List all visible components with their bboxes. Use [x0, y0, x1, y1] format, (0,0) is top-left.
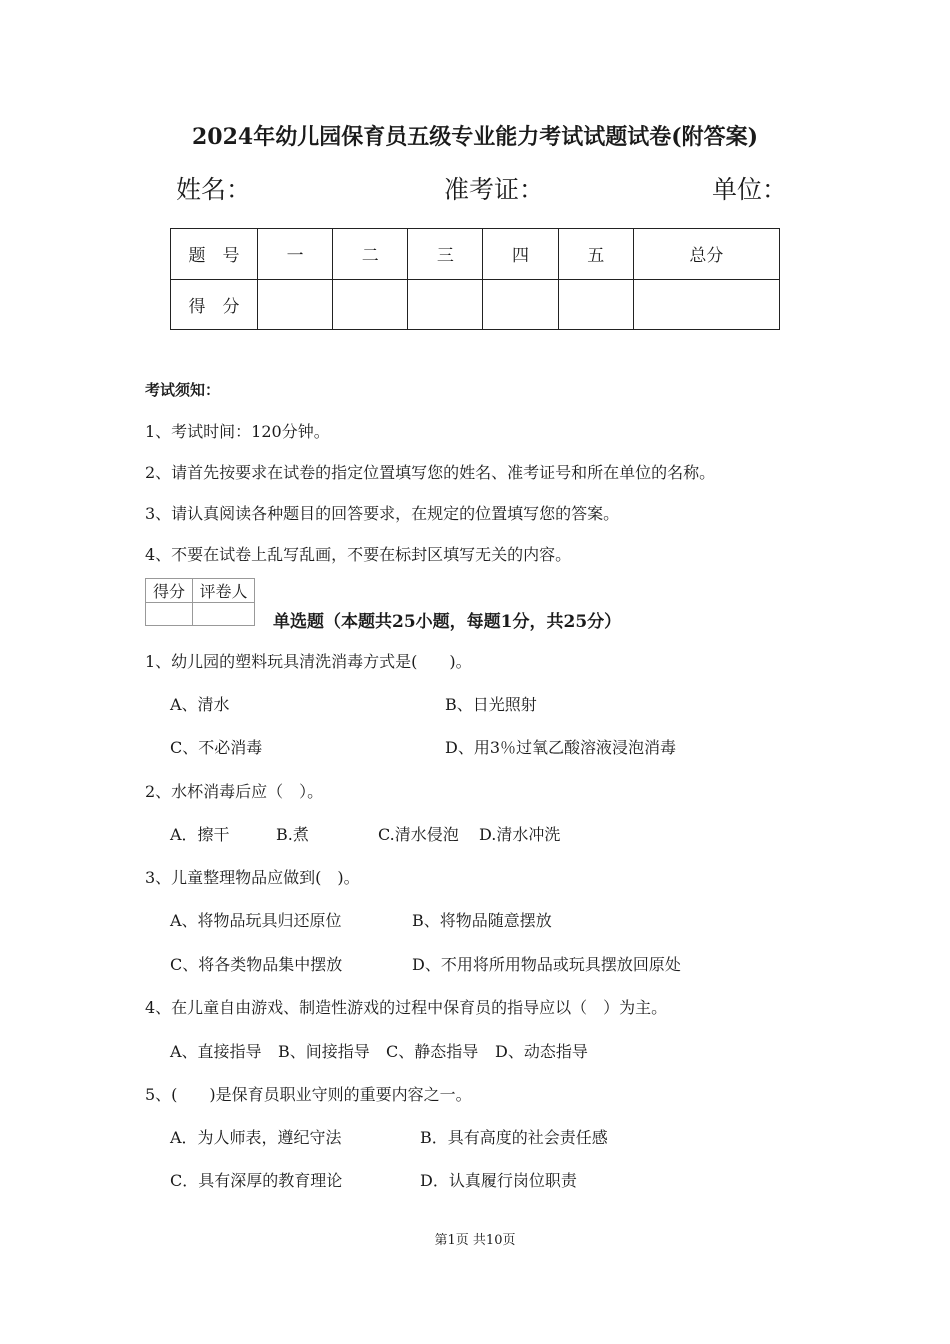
score-table-header-cell: 三	[408, 229, 483, 280]
exam-number-field-label: 准考证：	[444, 175, 545, 204]
page-footer: 第1页 共10页	[434, 1233, 516, 1248]
question-option: D、不用将所用物品或玩具摆放回原处	[412, 955, 681, 974]
question-option: A、直接指导	[170, 1042, 262, 1061]
question-option: A．擦干	[170, 825, 230, 844]
notice-item: 4、不要在试卷上乱写乱画，不要在标封区填写无关的内容。	[145, 545, 572, 564]
score-table	[170, 228, 780, 330]
question-option: C、不必消毒	[170, 738, 263, 757]
document-title: 2024年幼儿园保育员五级专业能力考试试题试卷(附答案)	[191, 124, 759, 150]
question-option: D.清水冲洗	[479, 825, 561, 844]
question-option: A、清水	[170, 695, 230, 714]
question-stem: 1、幼儿园的塑料玩具清洗消毒方式是( )。	[145, 652, 472, 671]
question-option: C、将各类物品集中摆放	[170, 955, 343, 974]
question-option: A、将物品玩具归还原位	[170, 911, 342, 930]
question-option: D、用3％过氧乙酸溶液浸泡消毒	[445, 738, 677, 757]
score-cell[interactable]	[483, 279, 558, 330]
question-option: B、日光照射	[445, 695, 537, 714]
grader-box	[145, 578, 255, 626]
grader-box-grader-label: 评卷人	[193, 579, 255, 603]
name-field-label: 姓名：	[176, 175, 252, 204]
score-table-header-cell: 五	[558, 229, 633, 280]
score-table-score-row	[171, 279, 780, 330]
score-table-header-row	[171, 229, 780, 280]
question-stem: 5、( )是保育员职业守则的重要内容之一。	[145, 1085, 472, 1104]
unit-field-label: 单位：	[712, 175, 788, 204]
notice-heading: 考试须知：	[145, 381, 221, 399]
question-option: C.清水侵泡	[378, 825, 459, 844]
notice-item: 2、请首先按要求在试卷的指定位置填写您的姓名、准考证号和所在单位的名称。	[145, 463, 716, 482]
grader-box-score-cell[interactable]	[146, 603, 193, 626]
question-stem: 4、在儿童自由游戏、制造性游戏的过程中保育员的指导应以（ ）为主。	[145, 998, 668, 1017]
grader-box-score-label: 得分	[146, 579, 193, 603]
total-score-cell[interactable]	[633, 279, 779, 330]
question-option: B、间接指导	[278, 1042, 370, 1061]
score-table-header-label: 题 号	[171, 229, 258, 280]
question-stem: 2、水杯消毒后应（ ）。	[145, 782, 324, 801]
score-table-header-cell: 四	[483, 229, 558, 280]
score-cell[interactable]	[258, 279, 333, 330]
score-table-header-total: 总分	[633, 229, 779, 280]
score-cell[interactable]	[558, 279, 633, 330]
question-option: B．具有高度的社会责任感	[420, 1128, 608, 1147]
score-table-row-label: 得 分	[171, 279, 258, 330]
grader-box-grader-cell[interactable]	[193, 603, 255, 626]
question-option: C．具有深厚的教育理论	[170, 1171, 343, 1190]
score-cell[interactable]	[333, 279, 408, 330]
score-table-header-cell: 二	[333, 229, 408, 280]
question-option: B.煮	[276, 825, 309, 844]
score-cell[interactable]	[408, 279, 483, 330]
question-option: A．为人师表，遵纪守法	[170, 1128, 342, 1147]
question-option: D．认真履行岗位职责	[420, 1171, 577, 1190]
question-stem: 3、儿童整理物品应做到( )。	[145, 868, 360, 887]
notice-item: 1、考试时间：120分钟。	[145, 422, 330, 441]
question-option: D、动态指导	[495, 1042, 588, 1061]
question-option: C、静态指导	[386, 1042, 479, 1061]
notice-item: 3、请认真阅读各种题目的回答要求，在规定的位置填写您的答案。	[145, 504, 620, 523]
score-table-header-cell: 一	[258, 229, 333, 280]
question-option: B、将物品随意摆放	[412, 911, 552, 930]
section-title: 单选题（本题共25小题，每题1分，共25分）	[273, 612, 622, 632]
